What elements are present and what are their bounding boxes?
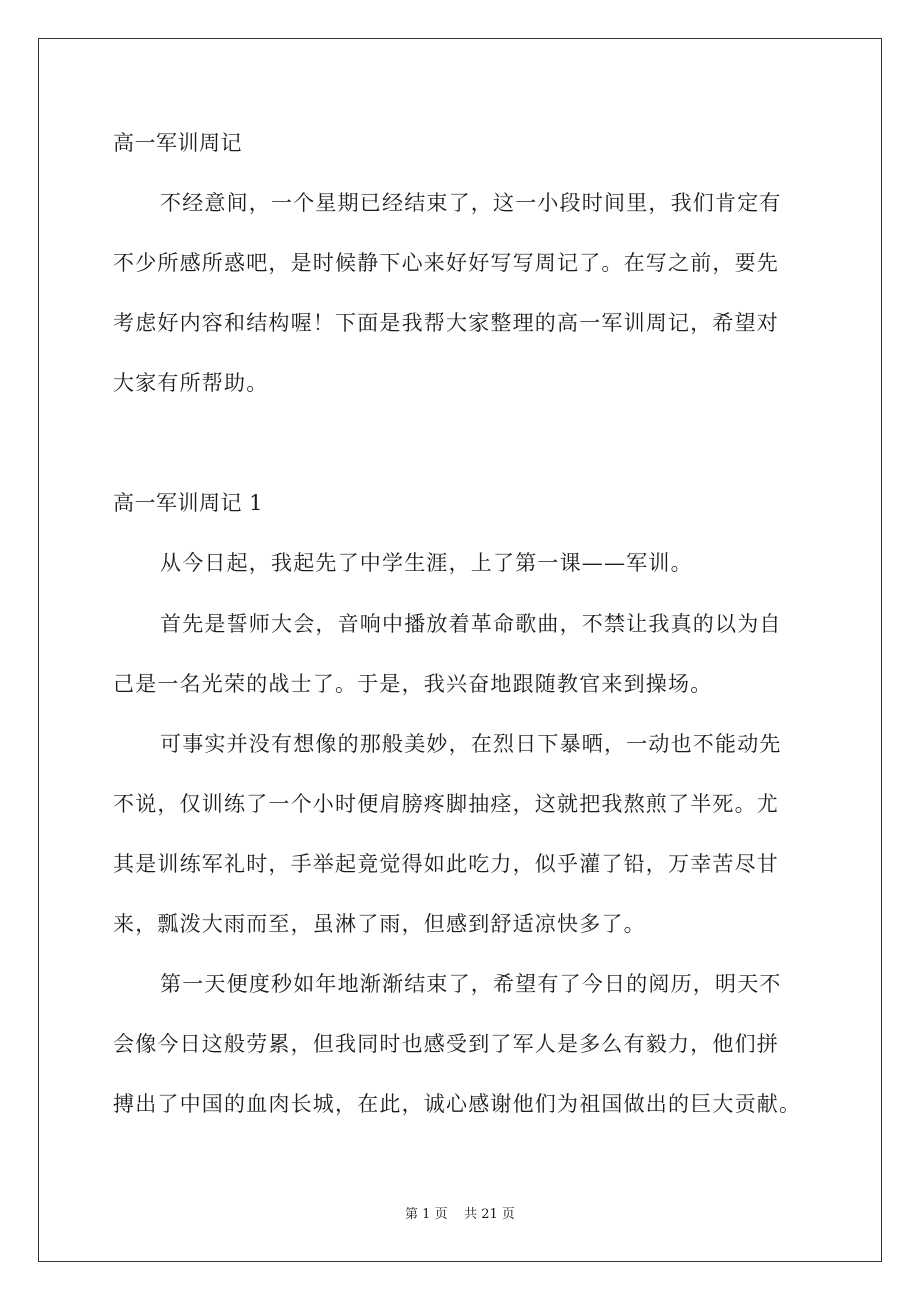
document-title: 高一军训周记 [113, 131, 242, 155]
page-number: 第 1 页 [405, 1207, 448, 1222]
page-border [38, 38, 882, 1262]
body-line: 可事实并没有想像的那般美妙，在烈日下暴晒，一动也不能动先 [160, 732, 782, 756]
body-line: 首先是誓师大会，音响中播放着革命歌曲，不禁让我真的以为自 [160, 612, 782, 636]
intro-line: 不少所感所惑吧，是时候静下心来好好写写周记了。在写之前，要先 [113, 251, 779, 275]
intro-line: 考虑好内容和结构喔！下面是我帮大家整理的高一军训周记，希望对 [113, 311, 779, 335]
body-line: 其是训练军礼时，手举起竟觉得如此吃力，似乎灌了铅，万幸苦尽甘 [113, 852, 779, 876]
footer-spacer [448, 1207, 465, 1222]
body-line: 搏出了中国的血肉长城，在此，诚心感谢他们为祖国做出的巨大贡献。 [113, 1092, 802, 1116]
total-pages: 共 21 页 [464, 1207, 515, 1222]
body-line: 从今日起，我起先了中学生涯，上了第一课——军训。 [160, 551, 693, 575]
body-line: 不说，仅训练了一个小时便肩膀疼脚抽痉，这就把我熬煎了半死。尤 [113, 792, 779, 816]
body-line: 第一天便度秒如年地渐渐结束了，希望有了今日的阅历，明天不 [160, 972, 782, 996]
body-line: 来，瓢泼大雨而至，虽淋了雨，但感到舒适凉快多了。 [113, 912, 646, 936]
body-line: 己是一名光荣的战士了。于是，我兴奋地跟随教官来到操场。 [113, 672, 713, 696]
page-footer [0, 1206, 920, 1224]
section-title: 高一军训周记 1 [113, 491, 264, 515]
body-line: 会像今日这般劳累，但我同时也感受到了军人是多么有毅力，他们拼 [113, 1032, 779, 1056]
intro-line: 大家有所帮助。 [113, 371, 269, 395]
intro-line: 不经意间，一个星期已经结束了，这一小段时间里，我们肯定有 [160, 191, 782, 215]
